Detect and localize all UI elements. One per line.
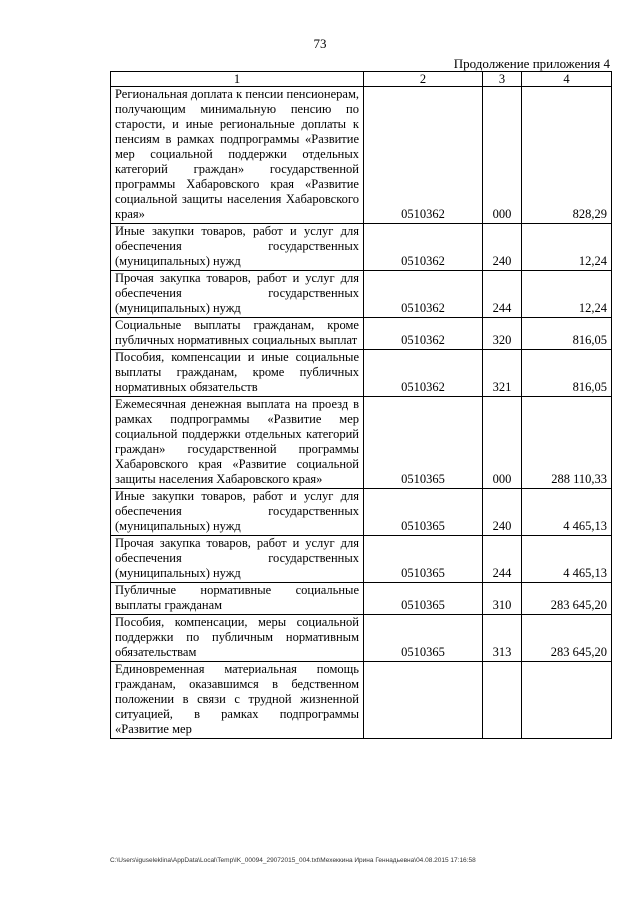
row-name: Пособия, компенсации и иные социальные выплаты гражданам, кроме публичных нормативных обязательств	[111, 350, 364, 397]
row-code	[364, 662, 483, 739]
row-code: 0510362	[364, 87, 483, 224]
row-code: 0510362	[364, 271, 483, 318]
table-row	[111, 536, 612, 583]
row-name: Иные закупки товаров, работ и услуг для обеспечения государственных (муниципальных) нужд	[111, 489, 364, 536]
row-type: 320	[483, 318, 522, 350]
continuation-label: Продолжение приложения 4	[453, 56, 610, 71]
row-type: 244	[483, 271, 522, 318]
row-code: 0510362	[364, 350, 483, 397]
page-number: 73	[313, 36, 327, 51]
row-name: Региональная доплата к пенсии пенсионерам, получающим минимальную пенсию по старости, и иные региональные доплаты к пенсиям в рамках подпрограммы «Развитие мер социальной поддержки отдельных категорий граждан» государственной программы Хабаровского края «Развитие социальной защиты населения Хабаровского края»	[111, 87, 364, 224]
row-amount: 828,29	[522, 87, 612, 224]
row-type: 244	[483, 536, 522, 583]
row-type: 313	[483, 615, 522, 662]
table-row	[111, 615, 612, 662]
row-type: 240	[483, 489, 522, 536]
row-amount: 283 645,20	[522, 615, 612, 662]
row-amount: 288 110,33	[522, 397, 612, 489]
row-amount: 816,05	[522, 318, 612, 350]
row-amount	[522, 662, 612, 739]
row-code: 0510365	[364, 615, 483, 662]
row-code: 0510365	[364, 489, 483, 536]
row-name: Пособия, компенсации, меры социальной поддержки по публичным нормативным обязательствам	[111, 615, 364, 662]
row-code: 0510365	[364, 397, 483, 489]
table-row	[111, 318, 612, 350]
row-type: 310	[483, 583, 522, 615]
table-row	[111, 397, 612, 489]
column-header: 4	[522, 72, 612, 87]
table-header-row	[111, 72, 612, 87]
row-code: 0510365	[364, 536, 483, 583]
row-type: 321	[483, 350, 522, 397]
table-row	[111, 224, 612, 271]
table-row	[111, 662, 612, 739]
table-row	[111, 350, 612, 397]
row-code: 0510365	[364, 583, 483, 615]
table-row	[111, 87, 612, 224]
row-amount: 816,05	[522, 350, 612, 397]
column-header: 1	[111, 72, 364, 87]
table-row	[111, 271, 612, 318]
row-name: Иные закупки товаров, работ и услуг для обеспечения государственных (муниципальных) нужд	[111, 224, 364, 271]
footer-file-path: C:\Users\iguseleklina\AppData\Local\Temp\IK_00094_29072015_004.txt\Мехеккина Ирина Геннадьевна\04.08.2015 17:16:58	[110, 857, 476, 864]
row-type	[483, 662, 522, 739]
row-amount: 283 645,20	[522, 583, 612, 615]
row-name: Прочая закупка товаров, работ и услуг для обеспечения государственных (муниципальных) нужд	[111, 271, 364, 318]
row-type: 240	[483, 224, 522, 271]
column-header: 2	[364, 72, 483, 87]
row-type: 000	[483, 397, 522, 489]
budget-table	[110, 71, 612, 739]
row-name: Ежемесячная денежная выплата на проезд в рамках подпрограммы «Развитие мер социальной поддержки отдельных категорий граждан» государственной программы Хабаровского края «Развитие социальной защиты населения Хабаровского края»	[111, 397, 364, 489]
row-name: Единовременная материальная помощь гражданам, оказавшимся в бедственном положении в связи с трудной жизненной ситуацией, в рамках подпрограммы «Развитие мер	[111, 662, 364, 739]
row-code: 0510362	[364, 224, 483, 271]
table-row	[111, 583, 612, 615]
row-amount: 12,24	[522, 224, 612, 271]
column-header: 3	[483, 72, 522, 87]
row-name: Публичные нормативные социальные выплаты гражданам	[111, 583, 364, 615]
row-amount: 4 465,13	[522, 489, 612, 536]
row-name: Прочая закупка товаров, работ и услуг для обеспечения государственных (муниципальных) нужд	[111, 536, 364, 583]
row-type: 000	[483, 87, 522, 224]
row-amount: 12,24	[522, 271, 612, 318]
row-amount: 4 465,13	[522, 536, 612, 583]
row-name: Социальные выплаты гражданам, кроме публичных нормативных социальных выплат	[111, 318, 364, 350]
row-code: 0510362	[364, 318, 483, 350]
table-row	[111, 489, 612, 536]
